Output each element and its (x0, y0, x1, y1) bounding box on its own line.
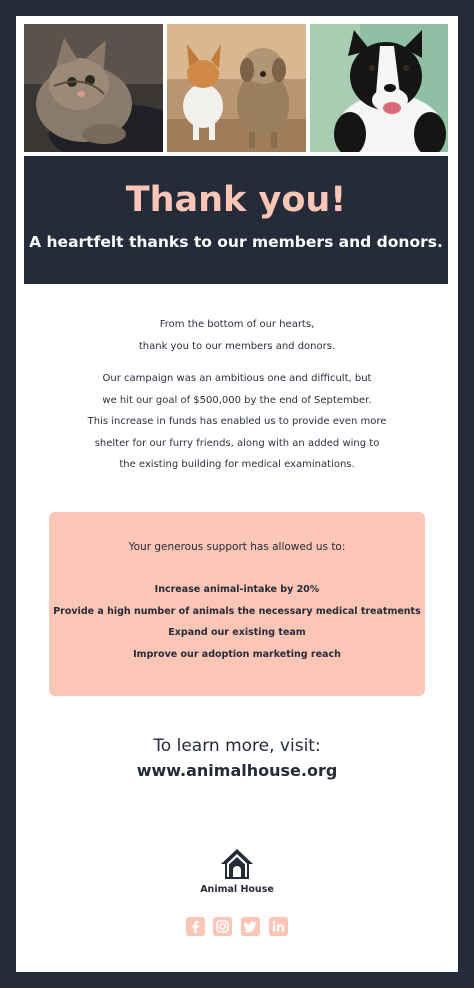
brand-name: Animal House (200, 884, 274, 895)
social-links (186, 917, 288, 937)
website-link[interactable]: www.animalhouse.org (136, 761, 338, 780)
intro-line: the existing building for medical examinations. (119, 459, 355, 470)
support-list (49, 579, 425, 666)
twitter-icon[interactable] (241, 917, 260, 936)
hero-subtitle: A heartfelt thanks to our members and donors. (29, 233, 443, 251)
intro-line: From the bottom of our hearts, (159, 319, 315, 330)
dogs-photo (167, 24, 306, 152)
intro-line: This increase in funds has enabled us to provide even more (87, 416, 387, 427)
intro-line: thank you to our members and donors. (138, 340, 336, 352)
hero-banner (24, 156, 448, 284)
support-item: Increase animal-intake by 20% (154, 584, 320, 595)
photo-strip (24, 24, 448, 152)
facebook-icon[interactable] (186, 917, 205, 936)
cat-photo (24, 24, 163, 152)
email-card (16, 16, 458, 972)
instagram-icon[interactable] (213, 917, 232, 936)
collie-photo (310, 24, 448, 152)
linkedin-icon[interactable] (269, 917, 288, 936)
hero-title: Thank you! (125, 180, 347, 220)
support-item: Improve our adoption marketing reach (133, 649, 341, 661)
support-item: Provide a high number of animals the necessary medical treatments (53, 605, 421, 617)
support-box (49, 512, 425, 696)
intro-line: shelter for our furry friends, along with an added wing to (94, 437, 380, 449)
intro-text (16, 314, 458, 476)
intro-line: Our campaign was an ambitious one and difficult, but (102, 373, 372, 384)
support-lead: Your generous support has allowed us to: (128, 541, 346, 553)
intro-line: we hit our goal of $500,000 by the end of September. (102, 394, 372, 406)
learn-more-text: To learn more, visit: (153, 736, 321, 756)
support-item: Expand our existing team (168, 627, 306, 639)
house-logo-icon (220, 848, 254, 880)
